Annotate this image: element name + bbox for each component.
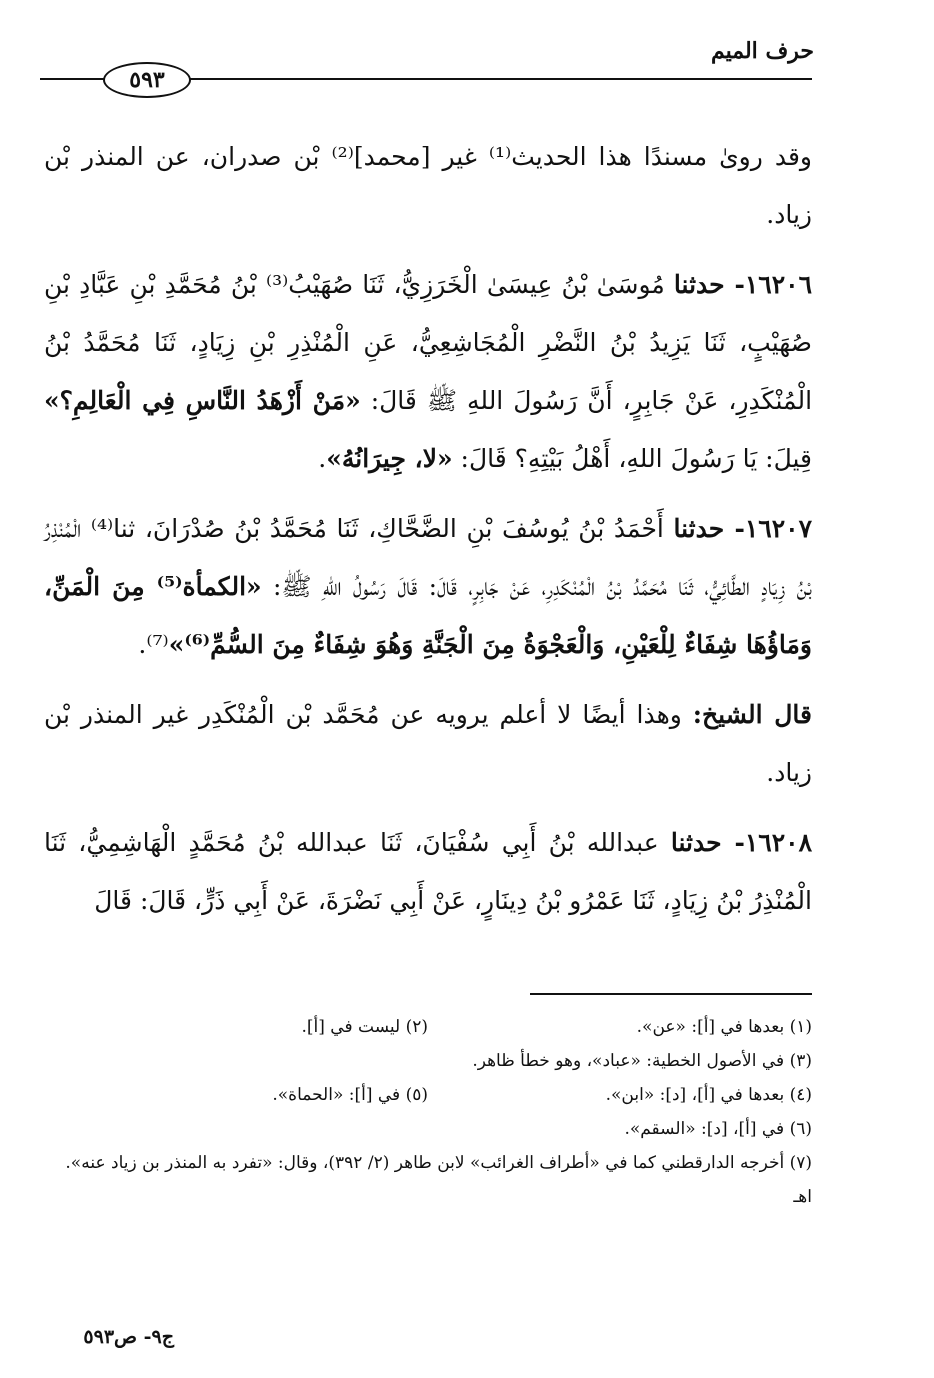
hadith-number: ١٦٢٠٦- حدثنا: [673, 270, 813, 299]
sheikh-label: قال الشيخ:: [692, 700, 812, 729]
footnote-2: (٢) ليست في [أ].: [301, 1017, 428, 1037]
footnote-4: (٤) بعدها في [أ]، [د]: «ابن».: [605, 1085, 812, 1105]
hadith-16207: [44, 500, 812, 674]
intro-text: وقد روىٰ مسندًا هذا الحديث⁽¹⁾ غير [محمد]⁽²⁾ بْن صدران، عن المنذر بْن زياد.: [44, 142, 812, 229]
sheikh-comment: [44, 686, 812, 802]
main-text: [44, 128, 812, 942]
footnote-7: (٧) أخرجه الدارقطني كما في «أطراف الغرائب» لابن طاهر (٢/ ٣٩٢)، وقال: «تفرد به المنذر بن زياد عنه». اهـ: [65, 1153, 812, 1207]
isnad-text: أَحْمَدُ بْنُ يُوسُفَ بْنِ الضَّحَّاكِ، ثَنَا مُحَمَّدُ بْنُ صُدْرَانَ، ثنا⁽⁴⁾ الْمُنْذِرُ بْنُ زِيَادٍ الطَّائِيُّ، ثَنَا مُحَمَّدُ بْنُ الْمُنْكَدِرِ، عَنْ جَابِرٍ، قَالَ: قَالَ رَسُولُ اللهِ ﷺ:: [44, 514, 812, 601]
matn-quote: «لا، جِيرَانُهُ»: [326, 444, 453, 473]
volume-page-ref: ج٩- ص٥٩٣: [83, 1326, 174, 1348]
footnote-3: (٣) في الأصول الخطية: «عباد»، وهو خطأ ظاهر.: [472, 1051, 812, 1071]
matn-quote: «الكمأة⁽⁵⁾ مِنَ الْمَنِّ، وَمَاؤُهَا شِفَاءٌ لِلْعَيْنِ، وَالْعَجْوَةُ مِنَ الْجَنَّةِ وَهُوَ شِفَاءٌ مِنَ السُّمِّ⁽⁶⁾»: [44, 572, 812, 659]
intro-paragraph: [44, 128, 812, 244]
page-number: ٥٩٣: [103, 62, 191, 98]
isnad-text: عبدالله بْنُ أَبِي سُفْيَانَ، ثَنَا عبدالله بْنُ مُحَمَّدٍ الْهَاشِمِيُّ، ثَنَا الْمُنْذِرُ بْنُ زِيَادٍ، ثَنَا عَمْرُو بْنُ دِينَارٍ، عَنْ أَبِي نَضْرَةَ، عَنْ أَبِي ذَرٍّ، قَالَ: قَالَ: [44, 828, 812, 915]
sheikh-text: وهذا أيضًا لا أعلم يرويه عن مُحَمَّد بْن الْمُنْكَدِر غير المنذر بْن زياد.: [44, 700, 812, 787]
chapter-title: حرف الميم: [710, 38, 814, 64]
punct: .: [318, 444, 327, 473]
footnote-5: (٥) في [أ]: «الحماة».: [272, 1085, 428, 1105]
footnote-ref: ⁽⁷⁾.: [138, 630, 169, 659]
hadith-number: ١٦٢٠٧- حدثنا: [673, 514, 813, 543]
hadith-16206: [44, 256, 812, 488]
footnote-1: (١) بعدها في [أ]: «عن».: [636, 1017, 812, 1037]
footnote-row: [44, 1010, 812, 1044]
footnote-6: (٦) في [أ]، [د]: «السقم».: [624, 1119, 812, 1139]
footnotes: [44, 1010, 812, 1214]
hadith-16208: [44, 814, 812, 930]
footnote-row: [44, 1078, 812, 1112]
footnote-rule: [530, 993, 812, 995]
isnad-text: مُوسَىٰ بْنُ عِيسَىٰ الْخَرَزِيُّ، ثَنَا صُهَيْبُ⁽³⁾ بْنُ مُحَمَّدِ بْنِ عَبَّادِ بْنِ صُهَيْبٍ، ثَنَا يَزِيدُ بْنُ النَّضْرِ الْمُجَاشِعِيُّ، عَنِ الْمُنْذِرِ بْنِ زِيَادٍ، ثَنَا مُحَمَّدُ بْنُ الْمُنْكَدِرِ، عَنْ جَابِرٍ، أَنَّ رَسُولَ اللهِ ﷺ قَالَ:: [44, 270, 813, 415]
matn-text: قِيلَ: يَا رَسُولَ اللهِ، أَهْلُ بَيْتِهِ؟ قَالَ:: [452, 444, 812, 473]
matn-quote: «مَنْ أَزْهَدُ النَّاسِ فِي الْعَالِمِ؟»: [44, 386, 361, 415]
hadith-number: ١٦٢٠٨- حدثنا: [670, 828, 813, 857]
